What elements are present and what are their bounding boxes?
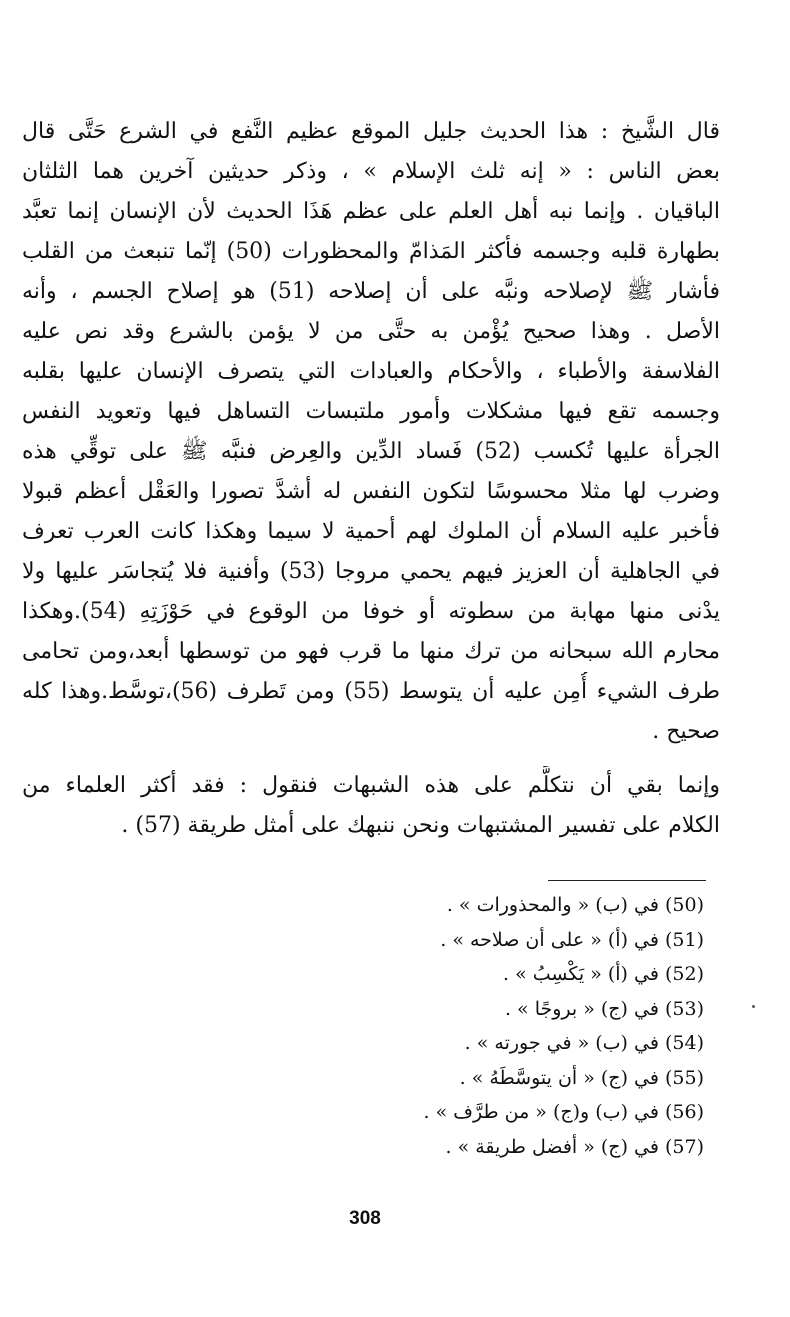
text-line: صحيح . (652, 719, 720, 744)
paragraph-2 (22, 766, 720, 846)
footnote: (56) في (ب) و(ج) « من طرَّف » . (423, 1101, 704, 1123)
footnotes (244, 888, 704, 1164)
text-line: فأشار ﷺ لإصلاحه ونبَّه على أن إصلاحه (51) هو إصلاح الجسم ، وأنه (22, 279, 720, 304)
text-line: يدْنى منها مهابة من سطوته أو خوفا من الوقوع في حَوْزَتِهِ (54).وهكذا (22, 599, 720, 624)
text-line: الباقيان . وإنما نبه أهل العلم على عظم هَذَا الحديث لأن الإنسان إنما تعبَّد (22, 199, 720, 224)
page-number: 308 (349, 1208, 381, 1229)
text-line: وضرب لها مثلا محسوسًا لتكون النفس له أشدَّ تصورا والعَقْل أعظم قبولا (22, 479, 720, 504)
footnote-separator (548, 880, 706, 881)
text-line: طرف الشيء أُمِن عليه أن يتوسط (55) ومن تَطرف (56)،توسَّط.وهذا كله (22, 679, 720, 704)
print-speck (752, 1005, 755, 1008)
footnote: (52) في (أ) « يَكْسِبُ » . (503, 963, 704, 985)
footnote: (55) في (ج) « أن يتوسَّطَهُ » . (459, 1066, 704, 1089)
text-line: بعض الناس : « إنه ثلث الإسلام » ، وذكر حديثين آخرين هما الثلثان (22, 159, 720, 184)
footnote: (50) في (ب) « والمحذورات » . (446, 894, 704, 916)
text-line: الفلاسفة والأطباء ، والأحكام والعبادات التي يتصرف الإنسان عليها بقلبه (22, 359, 720, 384)
text-line: الجرأة عليها تُكسب (52) فَساد الدِّين والعِرض فنبَّه ﷺ على توقِّي هذه (22, 439, 720, 464)
text-line: في الجاهلية أن العزيز فيهم يحمي مروجا (53) وأفنية فلا يُتجاسَر عليها ولا (22, 559, 720, 584)
text-line: فأخبر عليه السلام أن الملوك لهم أحمية لا سيما وهكذا كانت العرب تعرف (22, 519, 720, 544)
text-line: الأصل . وهذا صحيح يُؤْمن به حتَّى من لا يؤمن بالشرع وقد نص عليه (22, 319, 720, 344)
footnote: (54) في (ب) « في جورته » . (464, 1032, 704, 1054)
footnote: (57) في (ج) « أفضل طريقة » . (445, 1135, 704, 1158)
text-line: قال الشَّيخ : هذا الحديث جليل الموقع عظيم النَّفع في الشرع حَتَّى قال (22, 119, 720, 144)
footnote: (53) في (ج) « بروجًا » . (504, 997, 704, 1020)
text-line: محارم الله سبحانه من ترك منها ما قرب فهو من توسطها أبعد،ومن تحامى (22, 639, 720, 664)
text-line: وجسمه تقع فيها مشكلات وأمور ملتبسات التساهل فيها وتعويد النفس (22, 399, 720, 424)
footnote: (51) في (أ) « على أن صلاحه » . (440, 928, 704, 951)
text-line: بطهارة قلبه وجسمه فأكثر المَذامّ والمحظورات (50) إنّما تنبعث من القلب (22, 239, 720, 264)
main-text (22, 112, 720, 846)
paragraph-1 (22, 112, 720, 752)
text-line: وإنما بقي أن نتكلَّم على هذه الشبهات فنقول : فقد أكثر العلماء من (22, 773, 720, 798)
text-line: الكلام على تفسير المشتبهات ونحن ننبهك على أمثل طريقة (57) . (121, 813, 720, 838)
